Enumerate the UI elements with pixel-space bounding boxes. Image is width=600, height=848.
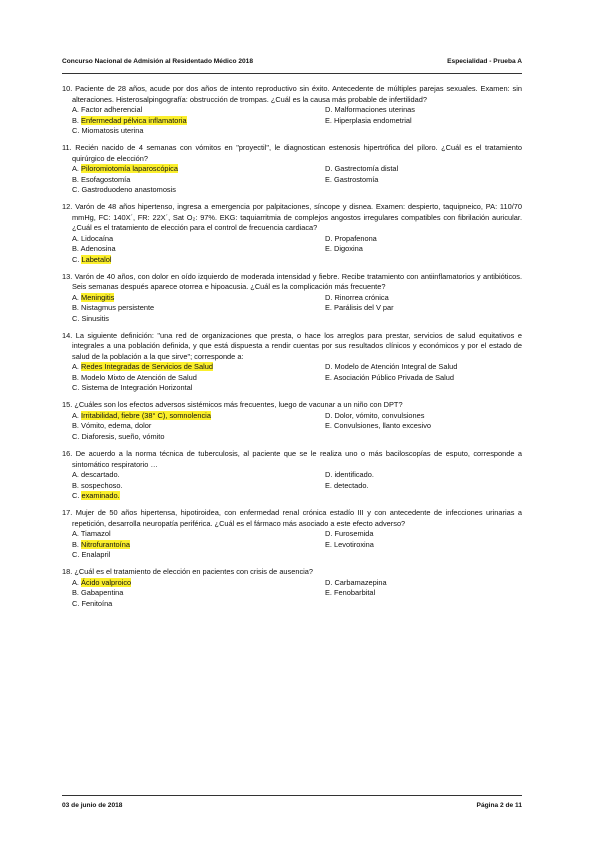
answer-option <box>325 481 522 492</box>
option-letter: E. <box>325 372 332 382</box>
option-text: Sistema de Integración Horizontal <box>81 383 193 393</box>
question-stem: 11. Recién nacido de 4 semanas con vómitos en "proyectil", le diagnostican estenosis hipertrófica del píloro. ¿Cuál es el tratamiento quirúrgico de elección? <box>62 143 522 163</box>
answer-options <box>62 293 522 325</box>
header-exam-title: Concurso Nacional de Admisión al Residentado Médico 2018 <box>62 58 254 65</box>
option-letter: B. <box>72 480 79 490</box>
question-block <box>62 567 522 609</box>
option-letter: D. <box>325 529 333 539</box>
answer-options <box>62 411 522 443</box>
option-letter: D. <box>325 410 333 420</box>
answer-option <box>72 599 325 610</box>
option-letter: A. <box>72 529 79 539</box>
option-letter: C. <box>72 598 80 608</box>
option-letter: A. <box>72 410 79 420</box>
option-text: Lidocaína <box>81 233 114 243</box>
answer-options <box>62 362 522 394</box>
option-letter: B. <box>72 174 79 184</box>
option-text-highlighted: Labetalol <box>81 254 112 264</box>
question-block <box>62 202 522 265</box>
option-text: Nistagmus persistente <box>81 303 155 313</box>
answer-option <box>325 540 522 551</box>
answer-option <box>72 491 325 502</box>
option-text: Fenobarbital <box>334 588 376 598</box>
option-letter: C. <box>72 550 80 560</box>
option-text: Vómito, edema, dolor <box>81 421 152 431</box>
answer-option <box>72 255 325 266</box>
answer-options <box>62 529 522 561</box>
option-text: Propafenona <box>334 233 377 243</box>
option-letter: D. <box>325 362 333 372</box>
option-letter: B. <box>72 372 79 382</box>
answer-option <box>72 244 325 255</box>
answer-option <box>325 244 522 255</box>
question-block <box>62 449 522 502</box>
answer-option <box>72 164 325 175</box>
option-text: Fenitoína <box>81 598 113 608</box>
option-letter: D. <box>325 233 333 243</box>
option-letter: C. <box>72 491 80 501</box>
option-text: detectado. <box>334 480 369 490</box>
answer-option <box>325 373 522 384</box>
option-text: Malformaciones uterinas <box>334 105 415 115</box>
answer-option <box>325 116 522 127</box>
option-letter: A. <box>72 470 79 480</box>
option-text: Parálisis del V par <box>334 303 394 313</box>
question-stem: 12. Varón de 48 años hipertenso, ingresa a emergencia por palpitaciones, síncope y disnea. Examen: despierto, taquipneico, PA: 110/70 mmHg, FC: 140X´, FR: 22X´, Sat O₂: 97%. EKG: taquiarritmia de complejos angostos irregulares compatibles con fibrilación auricular. ¿Cuál es el tratamiento de elección para el control de frecuencia cardiaca? <box>62 202 522 233</box>
answer-option <box>325 105 522 116</box>
option-text-highlighted: Redes Integradas de Servicios de Salud <box>81 362 213 372</box>
option-text: Convulsiones, llanto excesivo <box>334 421 431 431</box>
option-text: Diaforesis, sueño, vómito <box>81 431 165 441</box>
option-text: Rinorrea crónica <box>334 292 389 302</box>
option-text: Hiperplasia endometrial <box>334 115 412 125</box>
answer-option <box>325 164 522 175</box>
option-text: Miomatosis uterina <box>81 126 144 136</box>
question-stem: 10. Paciente de 28 años, acude por dos años de intento reproductivo sin éxito. Antecedente de múltiples parejas sexuales. Examen: sin alteraciones. Histerosalpingografía: obstrucción de trompas. ¿Cuál es la causa más probable de infertilidad? <box>62 84 522 104</box>
option-letter: B. <box>72 115 79 125</box>
answer-option <box>325 470 522 481</box>
option-text: Digoxina <box>334 244 363 254</box>
option-letter: A. <box>72 164 79 174</box>
option-text: identificado. <box>334 470 374 480</box>
question-stem: 18. ¿Cuál es el tratamiento de elección en pacientes con crisis de ausencia? <box>62 567 314 577</box>
question-block <box>62 331 522 394</box>
option-letter: A. <box>72 362 79 372</box>
answer-option <box>72 116 325 127</box>
option-letter: A. <box>72 105 79 115</box>
question-stem: 14. La siguiente definición: "una red de organizaciones que presta, o hace los arreglos para prestar, servicios de salud equitativos e integrales a una población definida, y que está dispuesta a rendir cuentas por sus resultados clínicos y económicos y por el estado de salud de la población a la que sirve"; corresponde a: <box>62 330 522 361</box>
option-text: Gastroduodeno anastomosis <box>81 185 176 195</box>
option-text-highlighted: Meningitis <box>81 292 115 302</box>
option-text: Carbamazepina <box>334 577 387 587</box>
question-stem: 17. Mujer de 50 años hipertensa, hipotiroidea, con enfermedad renal crónica estadío III y con antecedente de infecciones urinarias a repetición, desarrolla neuropatía periférica. ¿Cuál es el fármaco más asociado a este efecto adverso? <box>62 508 522 528</box>
answer-option <box>72 293 325 304</box>
answer-option <box>72 588 325 599</box>
option-letter: E. <box>325 588 332 598</box>
option-text: Asociación Público Privada de Salud <box>333 372 455 382</box>
option-letter: D. <box>325 577 333 587</box>
question-block <box>62 84 522 137</box>
page-footer <box>62 802 522 814</box>
option-letter: B. <box>72 588 79 598</box>
option-letter: E. <box>325 115 332 125</box>
answer-option <box>72 578 325 589</box>
option-text-highlighted: Ácido valproico <box>81 577 132 587</box>
answer-option <box>72 470 325 481</box>
option-text: Tiamazol <box>80 529 111 539</box>
option-text: Modelo de Atención Integral de Salud <box>334 362 458 372</box>
header-divider <box>62 73 522 74</box>
page-header <box>62 55 522 69</box>
answer-option <box>325 529 522 540</box>
answer-option <box>325 234 522 245</box>
answer-option <box>72 383 325 394</box>
answer-option <box>325 588 522 599</box>
option-text: Factor adherencial <box>81 105 143 115</box>
question-block <box>62 272 522 325</box>
question-stem: 16. De acuerdo a la norma técnica de tuberculosis, al paciente que se le realiza uno o más baciloscopías de esputo, corresponde a sintomático respiratorio … <box>62 448 522 469</box>
answer-option <box>72 175 325 186</box>
answer-option <box>325 175 522 186</box>
option-text: Gabapentina <box>81 588 124 598</box>
option-letter: B. <box>72 303 79 313</box>
answer-option <box>72 540 325 551</box>
questions-list <box>62 84 522 616</box>
footer-divider <box>62 795 522 796</box>
answer-option <box>72 481 325 492</box>
option-text: Adenosina <box>80 244 116 254</box>
option-text: Gastrostomía <box>334 174 379 184</box>
answer-option <box>325 411 522 422</box>
option-text: Sinusitis <box>81 313 109 323</box>
question-block <box>62 508 522 561</box>
question-stem: 13. Varón de 40 años, con dolor en oído izquierdo de moderada intensidad y fiebre. Recibe tratamiento con antiinflamatorios y antibióticos. Seis semanas después aparece otorrea e hipoacusia. ¿Cuál es la complicación más frecuente? <box>62 271 522 292</box>
option-letter: C. <box>72 313 80 323</box>
option-letter: E. <box>325 303 332 313</box>
option-text-highlighted: Nitrofurantoína <box>81 539 130 549</box>
answer-option <box>72 373 325 384</box>
option-letter: E. <box>325 480 332 490</box>
question-stem: 15. ¿Cuáles son los efectos adversos sistémicos más frecuentes, luego de vacunar a un niño con DPT? <box>62 400 403 410</box>
answer-option <box>72 234 325 245</box>
answer-options <box>62 234 522 266</box>
option-letter: B. <box>72 421 79 431</box>
answer-option <box>325 578 522 589</box>
option-letter: E. <box>325 174 332 184</box>
option-letter: E. <box>325 539 332 549</box>
answer-option <box>325 293 522 304</box>
option-letter: E. <box>325 421 332 431</box>
answer-option <box>72 105 325 116</box>
option-text: sospechoso. <box>81 480 123 490</box>
option-letter: C. <box>72 185 80 195</box>
option-letter: D. <box>325 164 333 174</box>
option-letter: C. <box>72 431 80 441</box>
answer-option <box>72 126 325 137</box>
option-letter: B. <box>72 244 79 254</box>
answer-option <box>325 362 522 373</box>
option-text-highlighted: Irritabilidad, fiebre (38° C), somnolencia <box>81 410 211 420</box>
option-text: Gastrectomía distal <box>334 164 399 174</box>
option-letter: C. <box>72 126 80 136</box>
option-letter: D. <box>325 470 333 480</box>
question-block <box>62 143 522 196</box>
answer-option <box>72 362 325 373</box>
answer-options <box>62 470 522 502</box>
option-letter: A. <box>72 577 79 587</box>
option-letter: D. <box>325 105 333 115</box>
option-text: Modelo Mixto de Atención de Salud <box>81 372 197 382</box>
option-text: Enalapril <box>81 550 111 560</box>
footer-page-number: Página 2 de 11 <box>476 802 522 809</box>
option-text-highlighted: examinado. <box>81 491 120 501</box>
answer-option <box>325 303 522 314</box>
answer-options <box>62 578 522 610</box>
option-text: descartado. <box>81 470 120 480</box>
option-text-highlighted: Enfermedad pélvica inflamatoria <box>81 115 187 125</box>
option-letter: A. <box>72 292 79 302</box>
option-text: Esofagostomía <box>81 174 131 184</box>
option-letter: C. <box>72 383 80 393</box>
answer-options <box>62 164 522 196</box>
option-letter: A. <box>72 233 79 243</box>
option-letter: C. <box>72 254 80 264</box>
answer-option <box>72 432 325 443</box>
answer-option <box>72 550 325 561</box>
option-text: Levotiroxina <box>334 539 374 549</box>
answer-option <box>72 529 325 540</box>
answer-option <box>72 421 325 432</box>
footer-date: 03 de junio de 2018 <box>62 802 123 809</box>
answer-option <box>72 185 325 196</box>
question-block <box>62 400 522 442</box>
answer-option <box>72 303 325 314</box>
answer-option <box>72 314 325 325</box>
option-letter: B. <box>72 539 79 549</box>
answer-options <box>62 105 522 137</box>
option-text: Furosemida <box>334 529 374 539</box>
answer-option <box>72 411 325 422</box>
option-letter: D. <box>325 292 333 302</box>
answer-option <box>325 421 522 432</box>
option-letter: E. <box>325 244 332 254</box>
header-test-version: Especialidad - Prueba A <box>447 58 522 65</box>
option-text-highlighted: Piloromiotomía laparoscópica <box>81 164 178 174</box>
option-text: Dolor, vómito, convulsiones <box>334 410 425 420</box>
